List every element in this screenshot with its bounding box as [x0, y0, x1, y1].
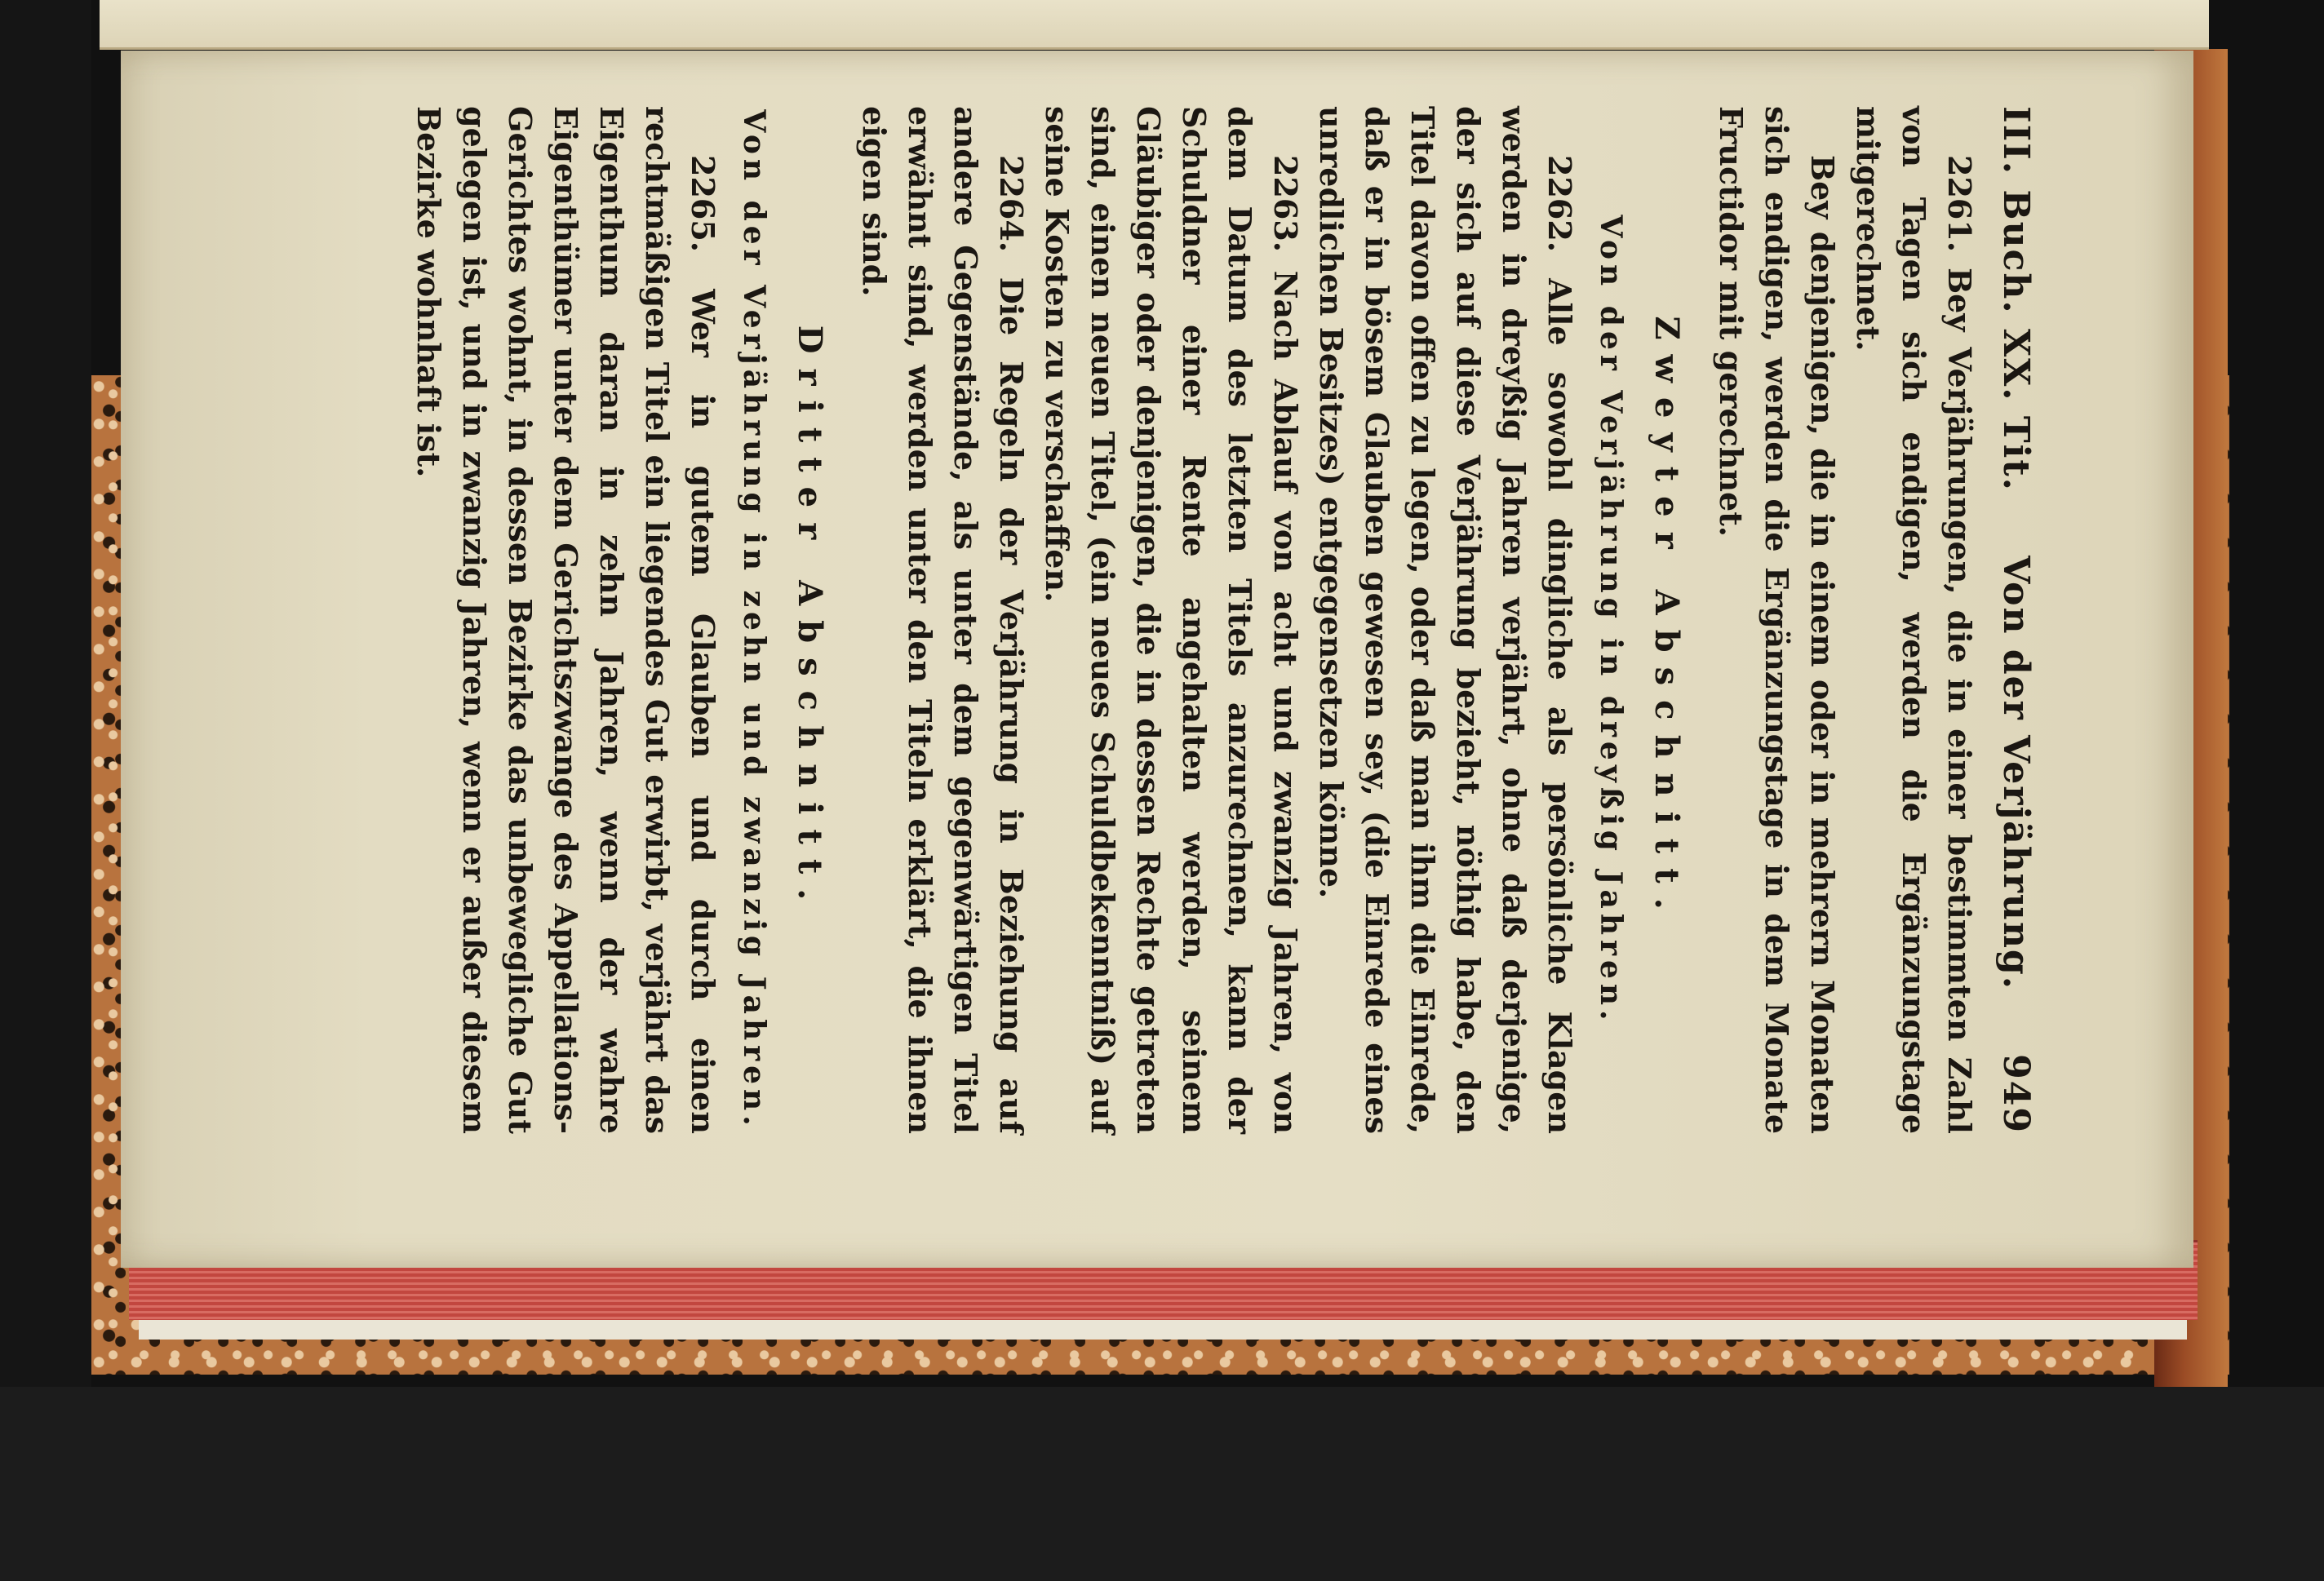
background-left	[0, 0, 91, 1387]
facing-page-edge	[100, 0, 2209, 50]
page-text-rotated	[110, 106, 2044, 1134]
background-bottom	[0, 1387, 2324, 1581]
header-title: Von der Verjährung.	[1995, 556, 2037, 991]
section-title-2: Zweyter Abschnitt.	[1648, 316, 1686, 924]
page-number: 949	[1995, 1054, 2037, 1134]
running-header	[1987, 106, 2044, 1134]
paragraph-2261-cont: Bey denjenigen, die in einem oder in mehrern Monaten sich endigen, werden die Ergänzungstage in dem Monate Fructidor mit gerechnet.	[1713, 106, 1841, 1134]
paragraph-2265: 2265. Wer in gutem Glauben und durch einen rechtmäßigen Titel ein liegendes Gut erwirbt, verjährt das Eigenthum daran in zehn Jahren, wenn der wahre Eigenthümer unter dem Gerichtszwange des Appellations-Gerichtes wohnt, in dessen Bezirke das unbewegliche Gut gelegen ist, und in zwanzig Jahren, wenn er außer diesem Bezirke wohnhaft ist.	[410, 106, 721, 1134]
paragraph-2264: 2264. Die Regeln der Verjährung in Beziehung auf andere Gegenstände, als unter dem gegenwärtigen Titel erwähnt sind, werden unter den Titeln erklärt, die ihnen eigen sind.	[856, 106, 1030, 1134]
section-title-3: Dritter Abschnitt.	[791, 325, 829, 915]
section-subtitle-3: Von der Verjährung in zehn und zwanzig Jahren.	[737, 109, 771, 1131]
header-left: III. Buch. XX. Tit.	[1995, 106, 2037, 492]
paragraph-2262: 2262. Alle sowohl dingliche als persönliche Klagen werden in dreyßig Jahren verjährt, ohne daß derjenige, der sich auf diese Verjährung bezieht, nöthig habe, den Titel davon offen zu legen, oder daß man ihm die Einrede, daß er in bösem Glauben gewesen sey, (die Einrede eines unredlichen Besitzes) entgegensetzen könne.	[1313, 106, 1578, 1134]
paragraph-2263: 2263. Nach Ablauf von acht und zwanzig Jahren, von dem Datum des letzten Titels anzurechnen, kann der Schuldner einer Rente angehalten werden, seinem Gläubiger oder denjenigen, die in dessen Rechte getreten sind, einen neuen Titel, (ein neues Schuldbekenntniß) auf seine Kosten zu verschaffen.	[1039, 106, 1304, 1134]
section-subtitle-2: Von der Verjährung in dreyßig Jahren.	[1594, 215, 1628, 1025]
paragraph-2261: 2261. Bey Verjährungen, die in einer bestimmten Zahl von Tagen sich endigen, werden die Ergänzungstage mitgerechnet.	[1850, 106, 1978, 1134]
